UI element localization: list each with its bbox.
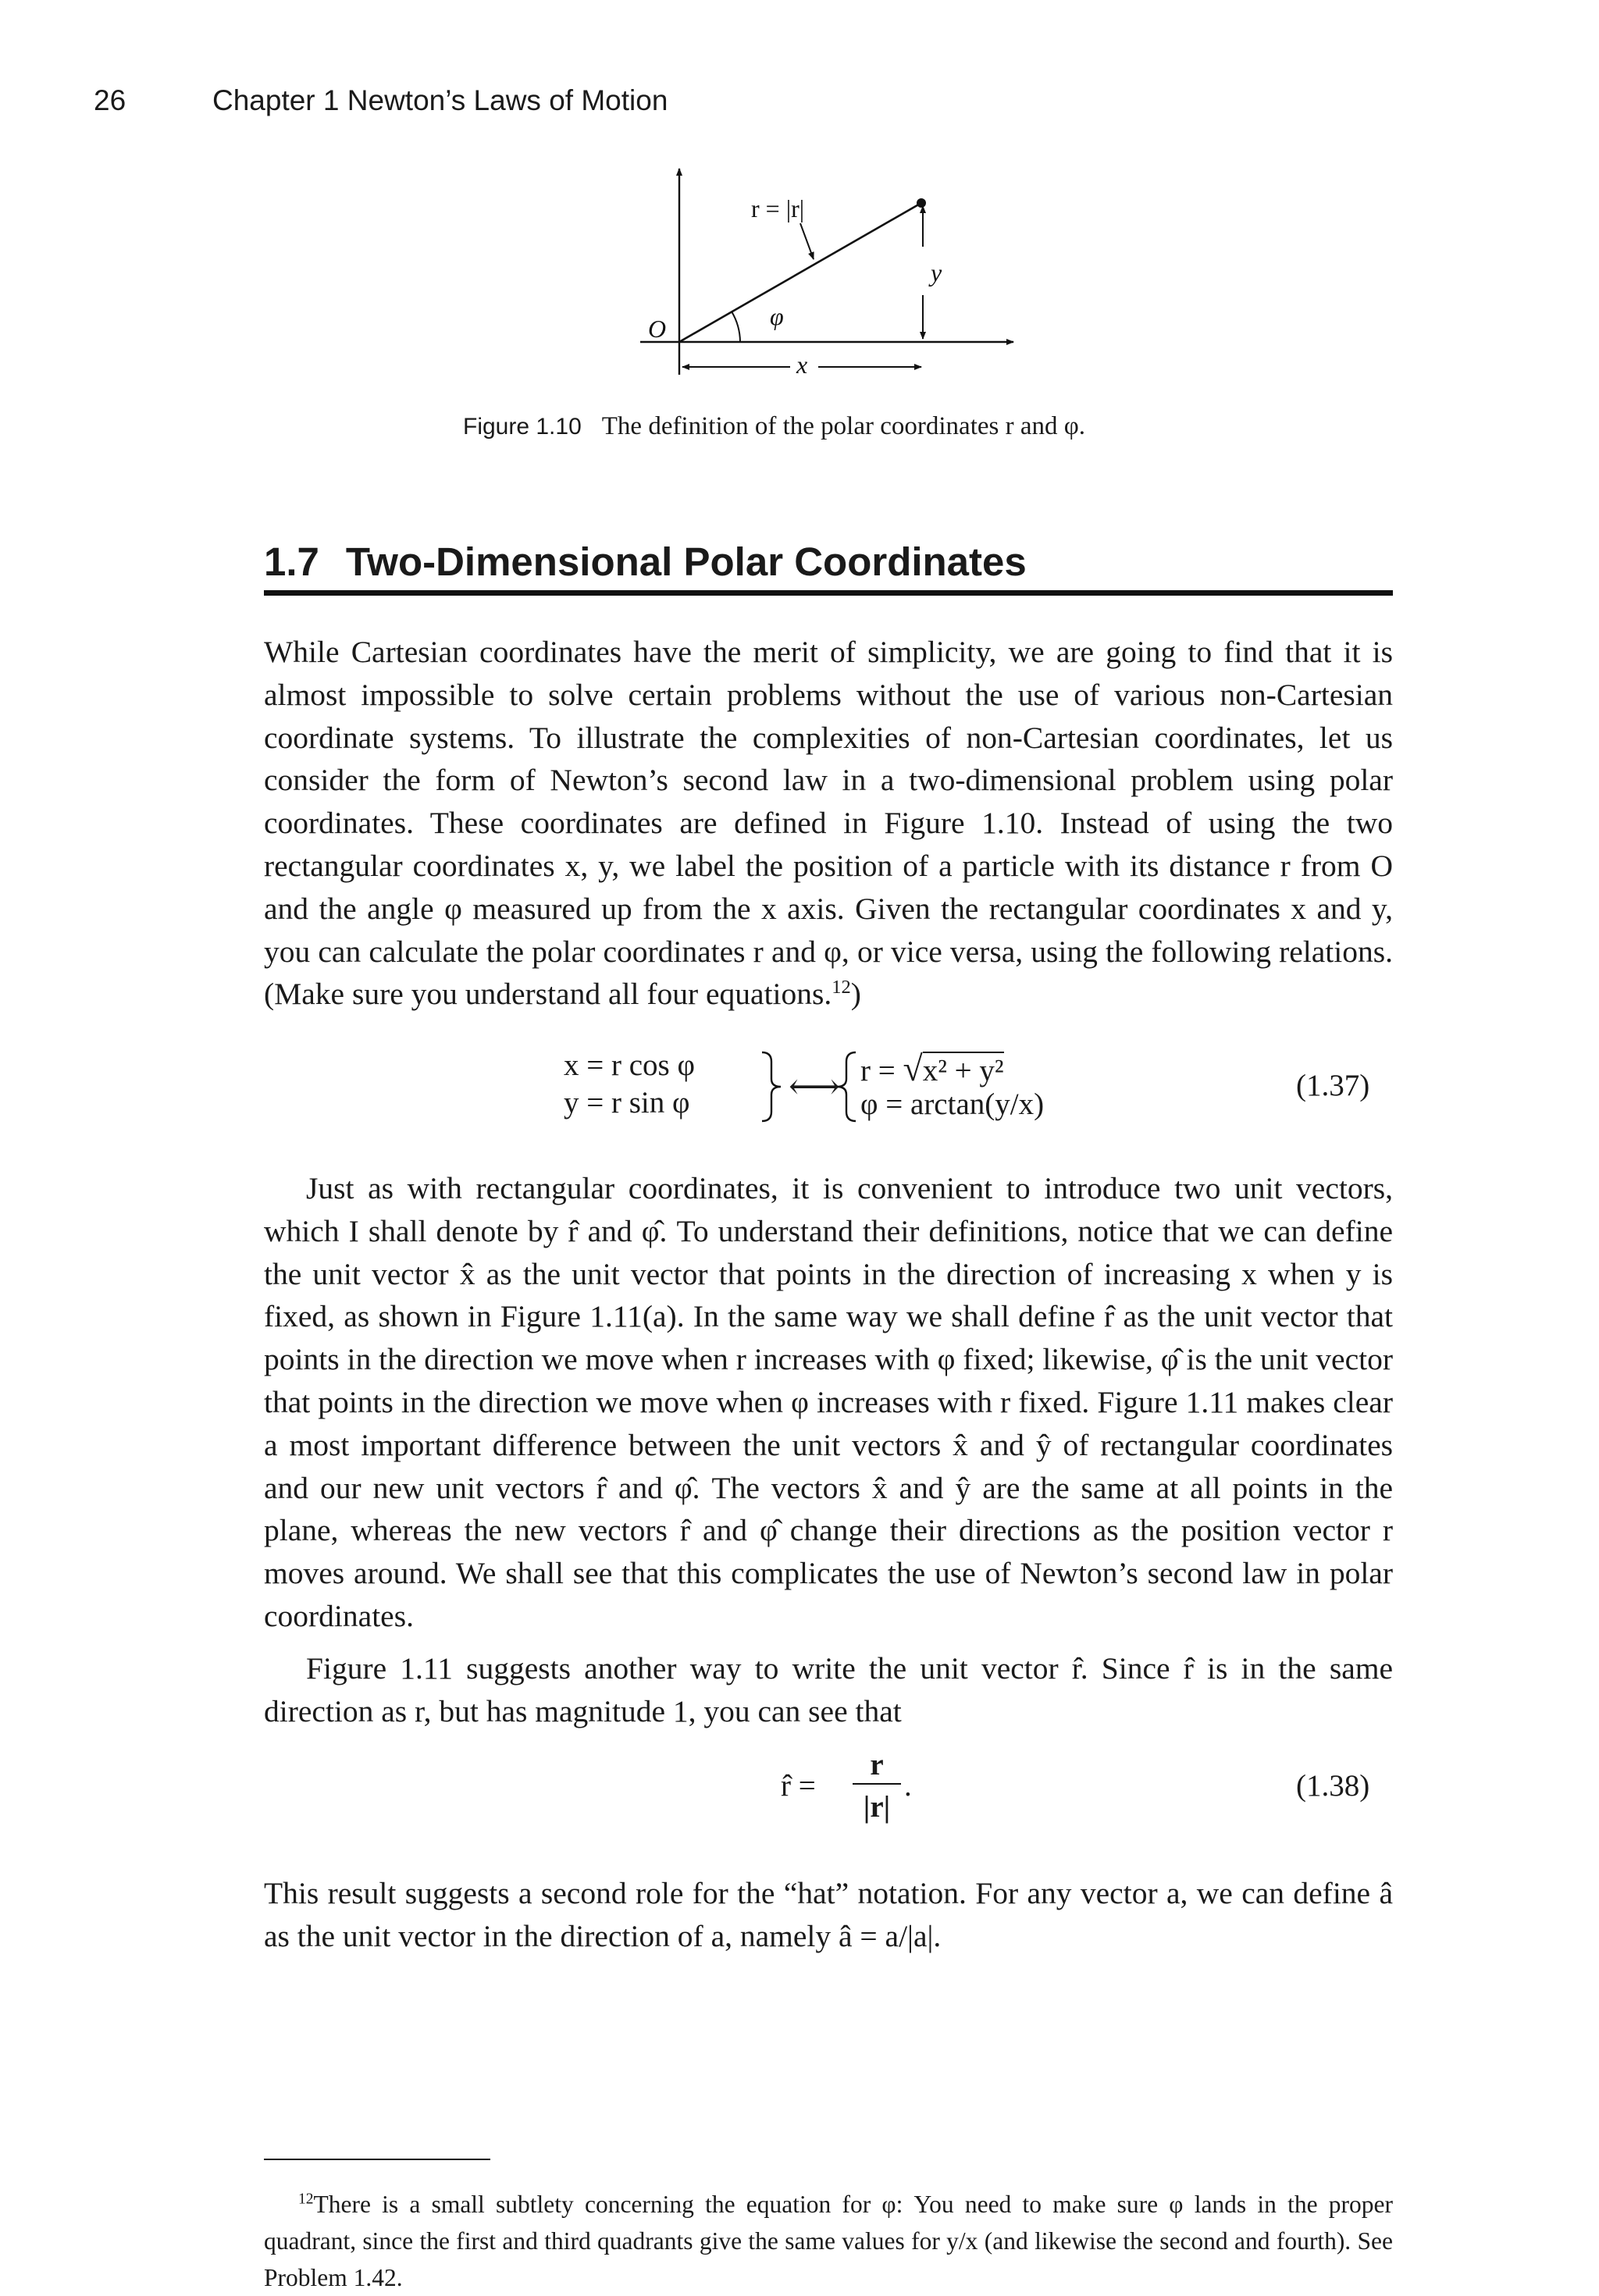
section-title: Two-Dimensional Polar Coordinates [345,539,1027,584]
eq-138-tail: . [904,1769,912,1803]
eq-137-left-brace [759,1049,784,1124]
eq-137-right-top [860,1048,1004,1089]
section-rule [264,590,1393,596]
eq-137-sqrt-arg: x² + y² [923,1052,1004,1087]
paragraph-4 [264,1872,1393,1958]
eq-137-number: (1.37) [1296,1069,1370,1102]
polar-coordinates-figure [586,156,1023,398]
section-heading [264,539,1027,585]
eq-137-r-lhs: r = [860,1054,903,1087]
eq-137-right-bottom: φ = arctan(y/x) [860,1087,1045,1121]
paragraph-2-text: Just as with rectangular coordinates, it is convenient to introduce two unit vectors, which I shall denote by r̂ and φ̂. To understand their definitions, notice that we can define the unit vector x̂ as the unit vector that points in the direction of increasing x when y is fixed, as shown in Figure 1.11(a). In the same way we shall define r̂ as the unit vector that points in the direction we move when r increases with φ fixed; likewise, φ̂ is the unit vector that points in the direction we move when φ increases with r fixed. Figure 1.11 makes clear a most important difference between the unit vectors x̂ and ŷ of rectangular coordinates and our new unit vectors r̂ and φ̂. The vectors x̂ and ŷ are the same at all points in the plane, whereas the new vectors r̂ and φ̂ change their directions as the position vector r moves around. We shall see that this complicates the use of Newton’s second law in polar coordinates. [264,1171,1393,1633]
sqrt-sign: √ [903,1048,923,1088]
eq-138-number: (1.38) [1296,1769,1370,1803]
phi-label: φ [770,302,784,330]
page-number: 26 [94,84,126,116]
origin-label: O [648,315,667,343]
paragraph-2 [264,1167,1393,1638]
eq-137-left-top: x = r cos φ [564,1048,695,1082]
r-label: r = |r| [751,194,805,222]
eq-137-left-bottom: y = r sin φ [564,1086,690,1120]
eq-138-fraction-bar [853,1783,901,1785]
figure-caption-text: The definition of the polar coordinates r and φ. [601,412,1086,440]
footnote-text: There is a small subtlety concerning the equation for φ: You need to make sure φ lands in the proper quadrant, since the first and third quadrants give the same values for y/x (and likewise the second and fourth). See Problem 1.42. [264,2191,1393,2291]
eq-138-lhs: r̂ = [781,1769,816,1803]
figure-caption-label: Figure 1.10 [463,414,582,440]
particle-point [917,198,926,208]
eq-138-numerator: r [870,1748,884,1782]
y-label: y [931,258,942,287]
eq-137-right-brace [834,1049,859,1124]
running-header [94,84,668,117]
paragraph-3 [264,1647,1393,1733]
running-title: Chapter 1 Newton’s Laws of Motion [212,84,668,116]
footnote-rule [264,2159,490,2160]
paragraph-1-end: ) [850,977,861,1012]
r-label-pointer [800,223,814,259]
figure-caption [463,412,1085,441]
paragraph-4-text: This result suggests a second role for the “hat” notation. For any vector a, we can define â as the unit vector in the direction of a, namely â = a/|a|. [264,1876,1393,1953]
footnote [264,2186,1393,2296]
section-number: 1.7 [264,539,319,584]
eq-138-denominator: |r| [863,1790,891,1824]
angle-arc [732,311,740,342]
paragraph-1-text: While Cartesian coordinates have the merit of simplicity, we are going to find that it is almost impossible to solve certain problems without the use of various non-Cartesian coordinate systems. To illustrate the complexities of non-Cartesian coordinates, let us consider the form of Newton’s second law in a two-dimensional problem using polar coordinates. These coordinates are defined in Figure 1.10. Instead of using the two rectangular coordinates x, y, we label the position of a particle with its distance r from O and the angle φ measured up from the x axis. Given the rectangular coordinates x and y, you can calculate the polar coordinates r and φ, or vice versa, using the following relations. (Make sure you understand all four equations. [264,635,1393,1012]
footnote-ref[interactable]: 12 [832,977,851,998]
eq-137-arrow: ⟷ [789,1066,840,1106]
paragraph-1 [264,631,1393,1016]
paragraph-3-text: Figure 1.11 suggests another way to write the unit vector r̂. Since r̂ is in the same direction as r, but has magnitude 1, you can see that [264,1651,1393,1728]
x-label: x [796,351,808,379]
footnote-marker: 12 [298,2191,314,2208]
